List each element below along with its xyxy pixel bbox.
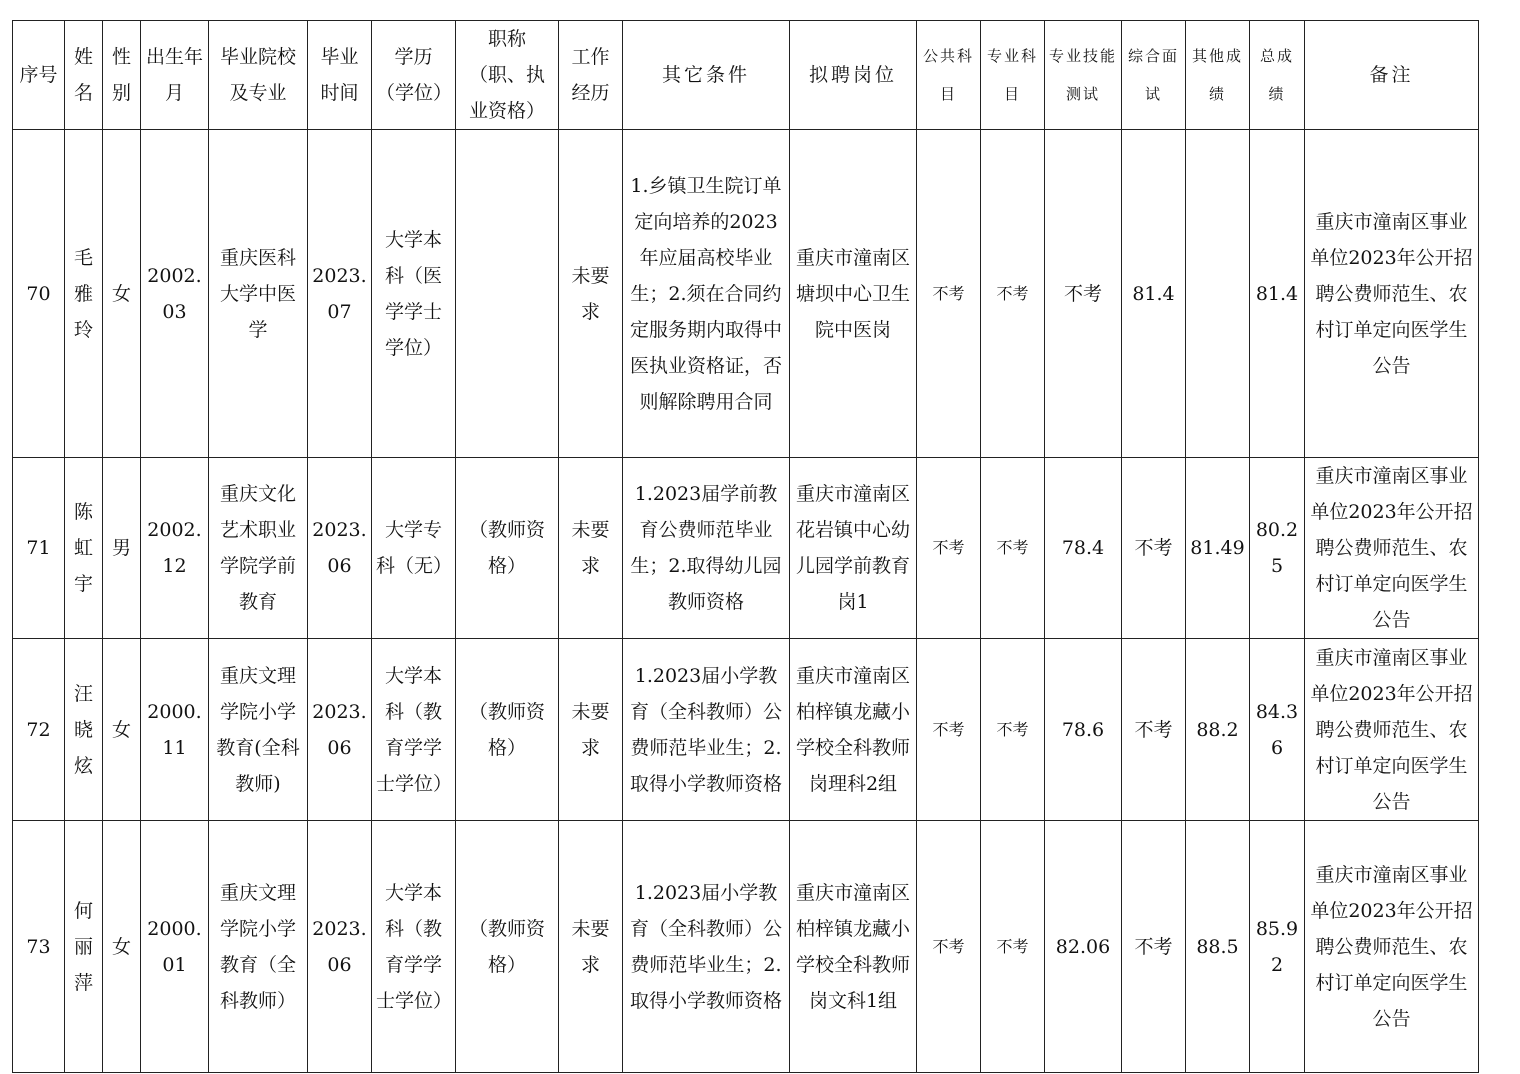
cell-title: [456, 130, 559, 458]
cell-grad-time: 2023.06: [308, 821, 372, 1073]
cell-other-score: [1186, 130, 1250, 458]
cell-total: 84.36: [1250, 639, 1305, 821]
cell-other-score: 81.49: [1186, 458, 1250, 639]
cell-major-subject: 不考: [981, 821, 1045, 1073]
cell-name: 何丽萍: [65, 821, 103, 1073]
cell-birth: 2000.01: [141, 821, 209, 1073]
cell-other-score: 88.2: [1186, 639, 1250, 821]
cell-school: 重庆文化艺术职业学院学前教育: [209, 458, 308, 639]
cell-skill-test: 78.6: [1045, 639, 1122, 821]
cell-total: 81.4: [1250, 130, 1305, 458]
header-experience: 工作经历: [559, 21, 623, 130]
cell-interview: 81.4: [1122, 130, 1186, 458]
header-education: 学历（学位）: [372, 21, 456, 130]
cell-position: 重庆市潼南区柏梓镇龙藏小学校全科教师岗理科2组: [790, 639, 917, 821]
header-position: 拟聘岗位: [790, 21, 917, 130]
cell-name: 汪晓炫: [65, 639, 103, 821]
cell-title: （教师资格）: [456, 639, 559, 821]
cell-major-subject: 不考: [981, 130, 1045, 458]
cell-position: 重庆市潼南区花岩镇中心幼儿园学前教育岗1: [790, 458, 917, 639]
header-other-conditions: 其它条件: [623, 21, 790, 130]
cell-seq: 70: [13, 130, 65, 458]
cell-birth: 2002.12: [141, 458, 209, 639]
header-row: [13, 21, 1479, 130]
cell-school: 重庆文理学院小学教育(全科教师): [209, 639, 308, 821]
cell-school: 重庆医科大学中医学: [209, 130, 308, 458]
header-school: 毕业院校及专业: [209, 21, 308, 130]
cell-gender: 女: [103, 130, 141, 458]
cell-skill-test: 78.4: [1045, 458, 1122, 639]
header-major-subject: 专业科目: [981, 21, 1045, 130]
cell-education: 大学本科（医学学士学位）: [372, 130, 456, 458]
cell-skill-test: 82.06: [1045, 821, 1122, 1073]
header-gender: 性别: [103, 21, 141, 130]
cell-grad-time: 2023.06: [308, 639, 372, 821]
cell-gender: 女: [103, 639, 141, 821]
cell-interview: 不考: [1122, 458, 1186, 639]
cell-other-conditions: 1.2023届小学教育（全科教师）公费师范毕业生；2.取得小学教师资格: [623, 821, 790, 1073]
cell-remark: 重庆市潼南区事业单位2023年公开招聘公费师范生、农村订单定向医学生公告: [1305, 458, 1479, 639]
header-other-score: 其他成绩: [1186, 21, 1250, 130]
cell-interview: 不考: [1122, 639, 1186, 821]
cell-birth: 2000.11: [141, 639, 209, 821]
cell-major-subject: 不考: [981, 458, 1045, 639]
cell-other-score: 88.5: [1186, 821, 1250, 1073]
cell-seq: 71: [13, 458, 65, 639]
cell-public-subject: 不考: [917, 821, 981, 1073]
cell-birth: 2002.03: [141, 130, 209, 458]
cell-experience: 未要求: [559, 458, 623, 639]
cell-other-conditions: 1.2023届小学教育（全科教师）公费师范毕业生；2.取得小学教师资格: [623, 639, 790, 821]
cell-grad-time: 2023.06: [308, 458, 372, 639]
cell-public-subject: 不考: [917, 639, 981, 821]
table-row: [13, 639, 1479, 821]
cell-total: 85.92: [1250, 821, 1305, 1073]
cell-public-subject: 不考: [917, 458, 981, 639]
header-public-subject: 公共科目: [917, 21, 981, 130]
cell-seq: 73: [13, 821, 65, 1073]
cell-major-subject: 不考: [981, 639, 1045, 821]
cell-experience: 未要求: [559, 130, 623, 458]
cell-education: 大学专科（无）: [372, 458, 456, 639]
cell-position: 重庆市潼南区塘坝中心卫生院中医岗: [790, 130, 917, 458]
table-row: [13, 821, 1479, 1073]
cell-gender: 男: [103, 458, 141, 639]
cell-other-conditions: 1.2023届学前教育公费师范毕业生；2.取得幼儿园教师资格: [623, 458, 790, 639]
header-interview: 综合面试: [1122, 21, 1186, 130]
header-name: 姓名: [65, 21, 103, 130]
header-grad-time: 毕业时间: [308, 21, 372, 130]
cell-interview: 不考: [1122, 821, 1186, 1073]
header-title: 职称（职、执业资格）: [456, 21, 559, 130]
cell-remark: 重庆市潼南区事业单位2023年公开招聘公费师范生、农村订单定向医学生公告: [1305, 821, 1479, 1073]
cell-education: 大学本科（教育学学士学位）: [372, 639, 456, 821]
cell-other-conditions: 1.乡镇卫生院订单定向培养的2023年应届高校毕业生；2.须在合同约定服务期内取得中医执业资格证，否则解除聘用合同: [623, 130, 790, 458]
cell-name: 毛雅玲: [65, 130, 103, 458]
cell-remark: 重庆市潼南区事业单位2023年公开招聘公费师范生、农村订单定向医学生公告: [1305, 130, 1479, 458]
cell-total: 80.25: [1250, 458, 1305, 639]
cell-position: 重庆市潼南区柏梓镇龙藏小学校全科教师岗文科1组: [790, 821, 917, 1073]
table-row: [13, 130, 1479, 458]
cell-experience: 未要求: [559, 639, 623, 821]
cell-seq: 72: [13, 639, 65, 821]
cell-remark: 重庆市潼南区事业单位2023年公开招聘公费师范生、农村订单定向医学生公告: [1305, 639, 1479, 821]
header-seq: 序号: [13, 21, 65, 130]
cell-education: 大学本科（教育学学士学位）: [372, 821, 456, 1073]
header-birth: 出生年月: [141, 21, 209, 130]
candidate-table: [12, 20, 1479, 1073]
cell-experience: 未要求: [559, 821, 623, 1073]
cell-school: 重庆文理学院小学教育（全科教师）: [209, 821, 308, 1073]
cell-name: 陈虹宇: [65, 458, 103, 639]
cell-skill-test: 不考: [1045, 130, 1122, 458]
cell-title: （教师资格）: [456, 458, 559, 639]
table-row: [13, 458, 1479, 639]
cell-grad-time: 2023.07: [308, 130, 372, 458]
cell-public-subject: 不考: [917, 130, 981, 458]
cell-gender: 女: [103, 821, 141, 1073]
header-remark: 备注: [1305, 21, 1479, 130]
header-skill-test: 专业技能测试: [1045, 21, 1122, 130]
cell-title: （教师资格）: [456, 821, 559, 1073]
header-total: 总成绩: [1250, 21, 1305, 130]
